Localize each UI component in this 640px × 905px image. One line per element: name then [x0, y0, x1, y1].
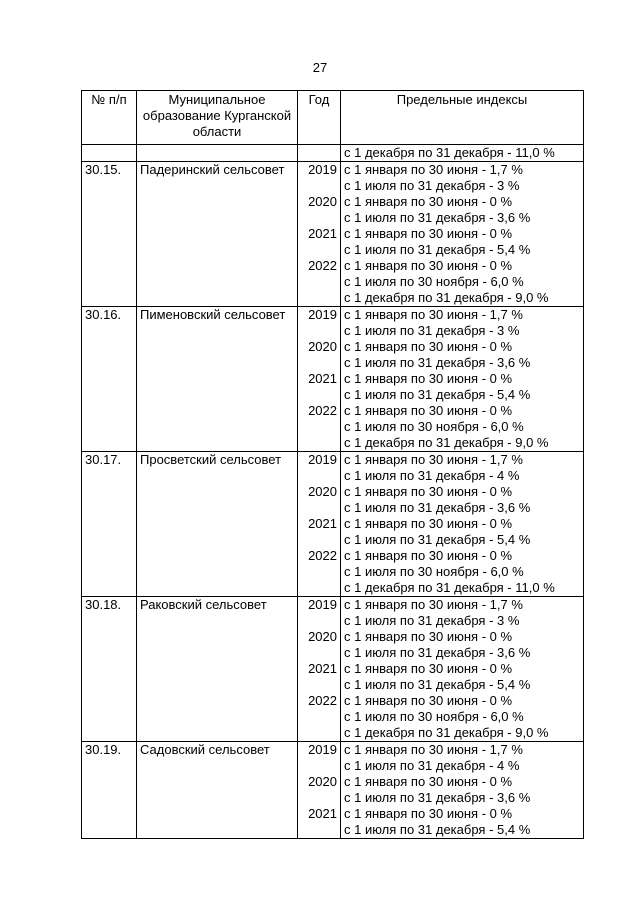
year-line — [301, 178, 337, 194]
index-cell — [341, 597, 584, 742]
index-line: с 1 июля по 31 декабря - 3,6 % — [344, 790, 531, 805]
index-line: с 1 января по 30 июня - 0 % — [344, 661, 513, 676]
index-line: с 1 июля по 30 ноября - 6,0 % — [344, 419, 524, 434]
year-line — [301, 725, 337, 741]
index-line: с 1 января по 30 июня - 0 % — [344, 516, 513, 531]
year-line: 2019 — [308, 162, 337, 177]
year-line — [301, 645, 337, 661]
index-cell — [341, 162, 584, 307]
municipality-cell: Падеринский сельсовет — [137, 162, 298, 307]
table-row — [82, 307, 584, 452]
index-line: с 1 июля по 31 декабря - 5,4 % — [344, 387, 531, 402]
year-cell — [298, 597, 341, 742]
year-line: 2022 — [308, 548, 337, 563]
page-number: 27 — [312, 60, 328, 75]
year-line: 2021 — [308, 661, 337, 676]
index-line: с 1 июля по 31 декабря - 3 % — [344, 178, 520, 193]
index-cell — [341, 307, 584, 452]
continuation-index-cell — [341, 145, 584, 162]
year-cell — [298, 307, 341, 452]
index-line: с 1 июля по 31 декабря - 3,6 % — [344, 500, 531, 515]
table-row — [82, 162, 584, 307]
year-line — [301, 387, 337, 403]
table-row — [82, 597, 584, 742]
year-line — [301, 709, 337, 725]
index-line: с 1 июля по 31 декабря - 5,4 % — [344, 822, 531, 837]
index-cell — [341, 742, 584, 839]
year-line: 2020 — [308, 339, 337, 354]
municipality-cell: Просветский сельсовет — [137, 452, 298, 597]
year-line: 2020 — [308, 629, 337, 644]
year-line — [301, 613, 337, 629]
year-line: 2019 — [308, 452, 337, 467]
index-line: с 1 июля по 31 декабря - 3 % — [344, 323, 520, 338]
index-line: с 1 июля по 31 декабря - 4 % — [344, 468, 520, 483]
year-line — [301, 500, 337, 516]
index-line: с 1 января по 30 июня - 0 % — [344, 226, 513, 241]
index-line: с 1 января по 30 июня - 0 % — [344, 693, 513, 708]
continuation-num-cell — [82, 145, 137, 162]
index-line: с 1 июля по 30 ноября - 6,0 % — [344, 564, 524, 579]
table-row — [82, 452, 584, 597]
index-line: с 1 января по 30 июня - 0 % — [344, 403, 513, 418]
row-number-cell: 30.18. — [82, 597, 137, 742]
index-line: с 1 января по 30 июня - 0 % — [344, 194, 513, 209]
index-line: с 1 июля по 30 ноября - 6,0 % — [344, 709, 524, 724]
municipality-cell: Раковский сельсовет — [137, 597, 298, 742]
header-municipality: Муниципальное образование Курганской области — [137, 91, 298, 145]
year-line — [301, 677, 337, 693]
municipality-cell: Садовский сельсовет — [137, 742, 298, 839]
year-line — [301, 468, 337, 484]
header-num: № п/п — [82, 91, 137, 145]
index-line: с 1 января по 30 июня - 1,7 % — [344, 452, 523, 467]
index-line: с 1 января по 30 июня - 0 % — [344, 339, 513, 354]
index-line: с 1 января по 30 июня - 0 % — [344, 258, 513, 273]
index-line: с 1 июля по 31 декабря - 3 % — [344, 613, 520, 628]
year-line — [301, 355, 337, 371]
index-line: с 1 декабря по 31 декабря - 11,0 % — [344, 580, 555, 595]
index-line: с 1 декабря по 31 декабря - 9,0 % — [344, 290, 549, 305]
index-line: с 1 января по 30 июня - 0 % — [344, 548, 513, 563]
year-line: 2020 — [308, 484, 337, 499]
table-row — [82, 742, 584, 839]
index-line: с 1 декабря по 31 декабря - 9,0 % — [344, 435, 549, 450]
index-line: с 1 января по 30 июня - 0 % — [344, 774, 513, 789]
year-line: 2022 — [308, 693, 337, 708]
year-line: 2020 — [308, 194, 337, 209]
row-number-cell: 30.15. — [82, 162, 137, 307]
continuation-year-cell — [298, 145, 341, 162]
tariff-limits-table — [81, 90, 584, 839]
year-line — [301, 758, 337, 774]
continuation-row — [82, 145, 584, 162]
index-line: с 1 января по 30 июня - 1,7 % — [344, 307, 523, 322]
year-line — [301, 564, 337, 580]
continuation-municipality-cell — [137, 145, 298, 162]
row-number-cell: 30.19. — [82, 742, 137, 839]
year-line: 2022 — [308, 403, 337, 418]
year-line: 2019 — [308, 307, 337, 322]
index-line: с 1 июля по 31 декабря - 3,6 % — [344, 645, 531, 660]
year-line: 2022 — [308, 258, 337, 273]
year-line — [301, 290, 337, 306]
year-line — [301, 210, 337, 226]
index-line: с 1 января по 30 июня - 0 % — [344, 371, 513, 386]
index-line: с 1 января по 30 июня - 1,7 % — [344, 597, 523, 612]
year-line: 2021 — [308, 806, 337, 821]
index-line: с 1 июля по 31 декабря - 3,6 % — [344, 210, 531, 225]
year-line — [301, 580, 337, 596]
index-cell — [341, 452, 584, 597]
index-line: с 1 января по 30 июня - 0 % — [344, 629, 513, 644]
index-line: с 1 января по 30 июня - 1,7 % — [344, 742, 523, 757]
index-line: с 1 июля по 31 декабря - 3,6 % — [344, 355, 531, 370]
year-line: 2021 — [308, 516, 337, 531]
index-line: с 1 июля по 31 декабря - 5,4 % — [344, 677, 531, 692]
index-line: с 1 июля по 31 декабря - 5,4 % — [344, 242, 531, 257]
row-number-cell: 30.17. — [82, 452, 137, 597]
year-line: 2021 — [308, 371, 337, 386]
index-line: с 1 декабря по 31 декабря - 11,0 % — [344, 145, 555, 160]
year-line — [301, 435, 337, 451]
year-cell — [298, 742, 341, 839]
year-line — [301, 419, 337, 435]
year-line: 2021 — [308, 226, 337, 241]
row-number-cell: 30.16. — [82, 307, 137, 452]
index-line: с 1 июля по 31 декабря - 5,4 % — [344, 532, 531, 547]
year-line — [301, 790, 337, 806]
year-line: 2020 — [308, 774, 337, 789]
municipality-cell: Пименовский сельсовет — [137, 307, 298, 452]
year-line — [301, 323, 337, 339]
table-header-row — [82, 91, 584, 145]
year-cell — [298, 162, 341, 307]
year-cell — [298, 452, 341, 597]
index-line: с 1 июля по 31 декабря - 4 % — [344, 758, 520, 773]
year-line — [301, 242, 337, 258]
year-line: 2019 — [308, 597, 337, 612]
index-line: с 1 декабря по 31 декабря - 9,0 % — [344, 725, 549, 740]
year-line — [301, 532, 337, 548]
header-indexes: Предельные индексы — [341, 91, 584, 145]
index-line: с 1 января по 30 июня - 0 % — [344, 806, 513, 821]
index-line: с 1 января по 30 июня - 0 % — [344, 484, 513, 499]
year-line — [301, 822, 337, 838]
year-line: 2019 — [308, 742, 337, 757]
index-line: с 1 июля по 30 ноября - 6,0 % — [344, 274, 524, 289]
header-year: Год — [298, 91, 341, 145]
index-line: с 1 января по 30 июня - 1,7 % — [344, 162, 523, 177]
year-line — [301, 274, 337, 290]
